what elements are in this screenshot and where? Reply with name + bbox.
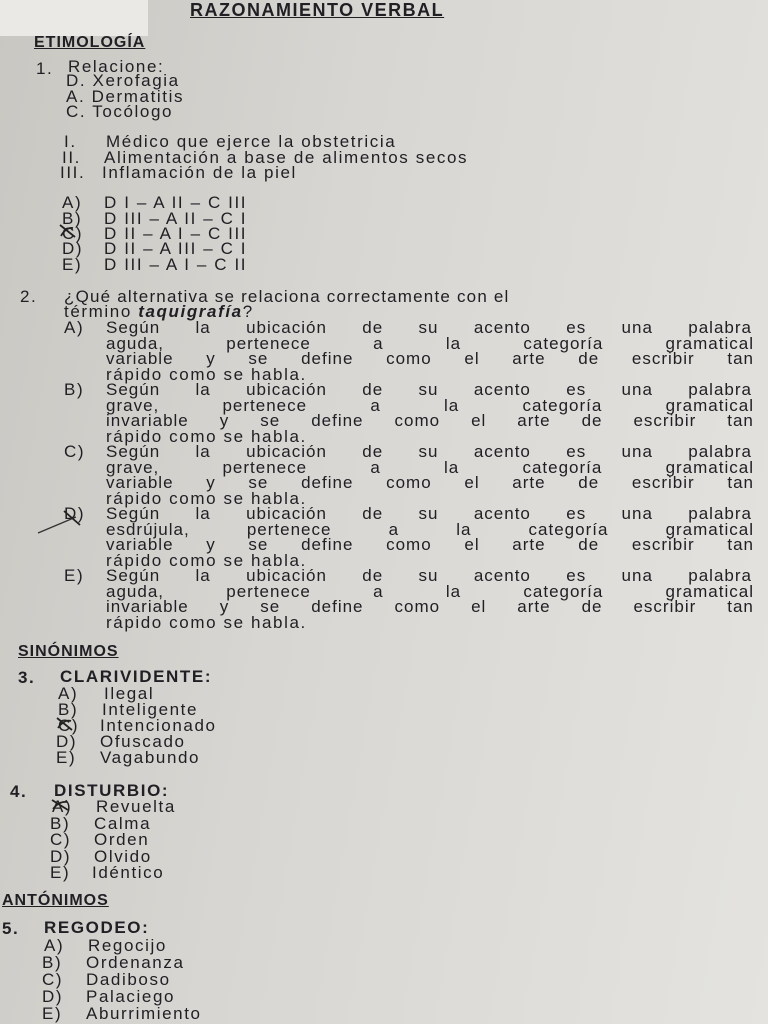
q2-number: 2. — [20, 287, 38, 306]
word: como — [386, 349, 432, 368]
q2-option-c-line4: rápido como se habla. — [106, 488, 307, 508]
word: ubicación — [246, 380, 327, 399]
q2-prompt-line-1: ¿Qué alternativa se relaciona correctamente con el — [64, 287, 510, 306]
q5-option-d-letter: D) — [42, 987, 64, 1006]
word: de — [578, 349, 600, 368]
q2-option-c-line1 — [106, 443, 752, 460]
q3-option-e: Vagabundo — [100, 748, 201, 767]
word: de — [578, 535, 600, 554]
word: el — [471, 597, 487, 616]
word: de — [581, 597, 603, 616]
word: grave, — [106, 457, 160, 477]
q5-word: REGODEO: — [44, 918, 150, 937]
q1-def-3-roman: III. — [60, 163, 86, 182]
word: gramatical — [665, 457, 754, 477]
word: palabra — [688, 380, 752, 399]
word: aguda, — [106, 581, 164, 601]
q4-number: 4. — [10, 782, 28, 801]
word: tan — [727, 535, 754, 554]
q1-def-3: Inflamación de la piel — [102, 163, 297, 182]
word: a — [373, 581, 384, 601]
word: de — [362, 442, 384, 461]
word: la — [456, 519, 472, 539]
word: su — [418, 318, 439, 337]
q4-option-a: Revuelta — [96, 797, 176, 816]
word: esdrújula, — [106, 519, 190, 539]
word: es — [566, 504, 587, 523]
q1-option-b: D III – A II – C I — [104, 209, 248, 228]
q4-word: DISTURBIO: — [54, 781, 170, 800]
q1-option-e: D III – A I – C II — [104, 255, 248, 274]
word: Según — [106, 380, 161, 399]
word: el — [471, 411, 487, 430]
q1-option-b-letter: B) — [62, 209, 83, 228]
word: grave, — [106, 395, 160, 415]
word: la — [195, 318, 211, 337]
word: invariable — [106, 411, 189, 430]
word: gramatical — [665, 519, 754, 539]
word: categoría — [523, 333, 604, 353]
word: Según — [106, 442, 161, 461]
word: gramatical — [665, 395, 754, 415]
word: y — [206, 473, 216, 492]
word: palabra — [688, 504, 752, 523]
word: es — [566, 442, 587, 461]
word: es — [566, 380, 587, 399]
section-sinonimos: SINÓNIMOS — [18, 643, 119, 660]
word: arte — [517, 597, 551, 616]
q3-option-b: Inteligente — [102, 700, 199, 719]
q1-def-2: Alimentación a base de alimentos secos — [104, 148, 469, 167]
q4-option-a-letter: A) — [52, 797, 73, 816]
word: variable — [106, 535, 174, 554]
q5-option-a-letter: A) — [44, 936, 65, 955]
q5-option-c: Dadiboso — [86, 970, 171, 989]
section-antonimos: ANTÓNIMOS — [2, 892, 109, 909]
q4-option-c-letter: C) — [50, 830, 72, 849]
q2-option-b-letter: B) — [64, 380, 85, 399]
q5-option-d: Palaciego — [86, 987, 176, 1006]
q1-prompt: Relacione: — [68, 57, 165, 76]
word: Según — [106, 318, 161, 337]
word: a — [373, 333, 384, 353]
word: de — [362, 566, 384, 585]
word: a — [370, 395, 381, 415]
q1-def-1-roman: I. — [64, 132, 77, 151]
q5-option-e-letter: E) — [42, 1004, 63, 1023]
word: acento — [473, 380, 531, 399]
word: la — [444, 457, 460, 477]
word: acento — [473, 442, 531, 461]
word: escribir — [633, 597, 697, 616]
word: de — [362, 318, 384, 337]
word: de — [578, 473, 600, 492]
word: como — [386, 535, 432, 554]
word: escribir — [631, 349, 695, 368]
word: su — [418, 380, 439, 399]
q4-option-b-letter: B) — [50, 814, 71, 833]
q5-option-b: Ordenanza — [86, 953, 185, 972]
q2-option-c-letter: C) — [64, 442, 86, 461]
word: pertenece — [246, 519, 332, 539]
word: escribir — [631, 535, 695, 554]
q2-option-a-letter: A) — [64, 318, 85, 337]
q1-option-d: D II – A III – C I — [104, 239, 248, 258]
word: la — [195, 380, 211, 399]
word: categoría — [522, 457, 603, 477]
q3-option-b-letter: B) — [58, 700, 79, 719]
word: variable — [106, 349, 174, 368]
word: el — [464, 473, 480, 492]
word: se — [248, 473, 269, 492]
q4-option-d: Olvido — [94, 847, 152, 866]
word: es — [566, 566, 587, 585]
word: una — [621, 380, 653, 399]
page-title: RAZONAMIENTO VERBAL — [190, 0, 445, 20]
word: su — [418, 566, 439, 585]
q2-option-e-line4: rápido como se habla. — [106, 612, 307, 632]
word: categoría — [522, 395, 603, 415]
word: la — [445, 581, 462, 601]
word: palabra — [688, 442, 752, 461]
word: arte — [512, 535, 546, 554]
q1-def-1: Médico que ejerce la obstetricia — [106, 132, 397, 151]
word: como — [386, 473, 432, 492]
section-etimologia: ETIMOLOGÍA — [34, 34, 146, 51]
word: a — [370, 457, 381, 477]
word: acento — [473, 318, 531, 337]
word: de — [362, 504, 384, 523]
q2-keyword: taquigrafía — [138, 302, 243, 321]
word: y — [206, 535, 216, 554]
q1-option-c: D II – A I – C III — [104, 224, 248, 243]
word: pertenece — [226, 581, 311, 601]
word: invariable — [106, 597, 189, 616]
word: pertenece — [226, 333, 311, 353]
q2-option-e-line1 — [106, 567, 752, 584]
word: ubicación — [246, 318, 327, 337]
q2-prompt-pre: término — [64, 302, 132, 321]
q2-option-e-letter: E) — [64, 566, 85, 585]
q4-option-e: Idéntico — [92, 863, 165, 882]
q2-option-b-line4: rápido como se habla. — [106, 426, 307, 446]
word: una — [621, 504, 653, 523]
word: escribir — [633, 411, 697, 430]
word: a — [388, 519, 400, 539]
word: define — [311, 411, 364, 430]
word: variable — [106, 473, 174, 492]
q2-option-d-line4: rápido como se habla. — [106, 550, 307, 570]
q2-option-d-line1 — [106, 505, 752, 522]
word: la — [195, 504, 211, 523]
word: pertenece — [222, 457, 308, 477]
word: categoría — [523, 581, 604, 601]
word: Según — [106, 504, 161, 523]
word: arte — [517, 411, 551, 430]
q1-option-d-letter: D) — [62, 239, 84, 258]
word: el — [464, 349, 480, 368]
q3-option-a-letter: A) — [58, 684, 79, 703]
word: y — [219, 597, 230, 616]
q1-term-1: D. Xerofagia — [66, 71, 180, 90]
word: una — [621, 442, 653, 461]
word: acento — [473, 566, 531, 585]
word: el — [464, 535, 480, 554]
q2-option-d-letter: D) — [64, 504, 86, 523]
q1-option-c-letter: C) — [62, 224, 84, 243]
q2-option-a-line4: rápido como se habla. — [106, 364, 307, 384]
q5-option-a: Regocijo — [88, 936, 167, 955]
q3-word: CLARIVIDENTE: — [60, 667, 213, 686]
q5-option-e: Aburrimiento — [86, 1004, 202, 1023]
word: escribir — [631, 473, 695, 492]
q1-option-e-letter: E) — [62, 255, 83, 274]
word: y — [206, 349, 216, 368]
word: la — [195, 566, 211, 585]
word: se — [248, 349, 269, 368]
word: como — [394, 597, 441, 616]
q1-term-2: A. Dermatitis — [66, 87, 185, 106]
word: ubicación — [246, 442, 327, 461]
word: arte — [512, 349, 546, 368]
q2-answer-mark-icon — [36, 505, 96, 535]
word: gramatical — [665, 333, 754, 353]
q3-option-a: Ilegal — [104, 684, 155, 703]
word: de — [362, 380, 384, 399]
word: se — [248, 535, 269, 554]
q1-number: 1. — [36, 59, 54, 78]
q2-prompt-post: ? — [242, 302, 254, 321]
word: tan — [727, 349, 754, 368]
q2-option-a-line1 — [106, 319, 752, 336]
q4-option-e-letter: E) — [50, 863, 71, 882]
q3-option-e-letter: E) — [56, 748, 77, 767]
word: y — [219, 411, 230, 430]
word: palabra — [688, 318, 752, 337]
word: palabra — [688, 566, 752, 585]
q3-option-d: Ofuscado — [100, 732, 186, 751]
q3-answer-mark-icon — [55, 716, 75, 732]
word: categoría — [528, 519, 609, 539]
word: define — [311, 597, 364, 616]
word: Según — [106, 566, 161, 585]
word: define — [301, 349, 354, 368]
word: una — [621, 566, 653, 585]
word: la — [195, 442, 211, 461]
q4-option-b: Calma — [94, 814, 152, 833]
word: tan — [727, 473, 754, 492]
word: gramatical — [665, 581, 754, 601]
word: la — [445, 333, 462, 353]
word: de — [581, 411, 603, 430]
word: arte — [512, 473, 546, 492]
word: ubicación — [246, 566, 327, 585]
q5-option-b-letter: B) — [42, 953, 63, 972]
q5-option-c-letter: C) — [42, 970, 64, 989]
q4-answer-mark-icon — [50, 797, 73, 816]
q3-number: 3. — [18, 668, 36, 687]
word: define — [301, 473, 354, 492]
q4-option-c: Orden — [94, 830, 150, 849]
word: se — [260, 597, 281, 616]
word: ubicación — [246, 504, 327, 523]
q2-option-b-line1 — [106, 381, 752, 398]
word: una — [621, 318, 653, 337]
q1-term-3: C. Tocólogo — [66, 102, 174, 121]
word: aguda, — [106, 333, 164, 353]
word: se — [260, 411, 281, 430]
q3-option-c-letter: C) — [58, 716, 80, 735]
word: su — [418, 504, 439, 523]
word: su — [418, 442, 439, 461]
word: es — [566, 318, 587, 337]
word: define — [301, 535, 354, 554]
word: pertenece — [222, 395, 308, 415]
word: tan — [727, 411, 754, 430]
q3-option-d-letter: D) — [56, 732, 78, 751]
q1-def-2-roman: II. — [62, 148, 81, 167]
paper-corner — [0, 0, 148, 36]
q1-option-a-letter: A) — [62, 193, 83, 212]
word: como — [394, 411, 441, 430]
q3-option-c: Intencionado — [100, 716, 217, 735]
word: tan — [727, 597, 754, 616]
q1-answer-mark-icon — [58, 223, 78, 239]
word: la — [444, 395, 460, 415]
word: acento — [473, 504, 531, 523]
q4-option-d-letter: D) — [50, 847, 72, 866]
q1-option-a: D I – A II – C III — [104, 193, 248, 212]
q5-number: 5. — [2, 919, 20, 938]
